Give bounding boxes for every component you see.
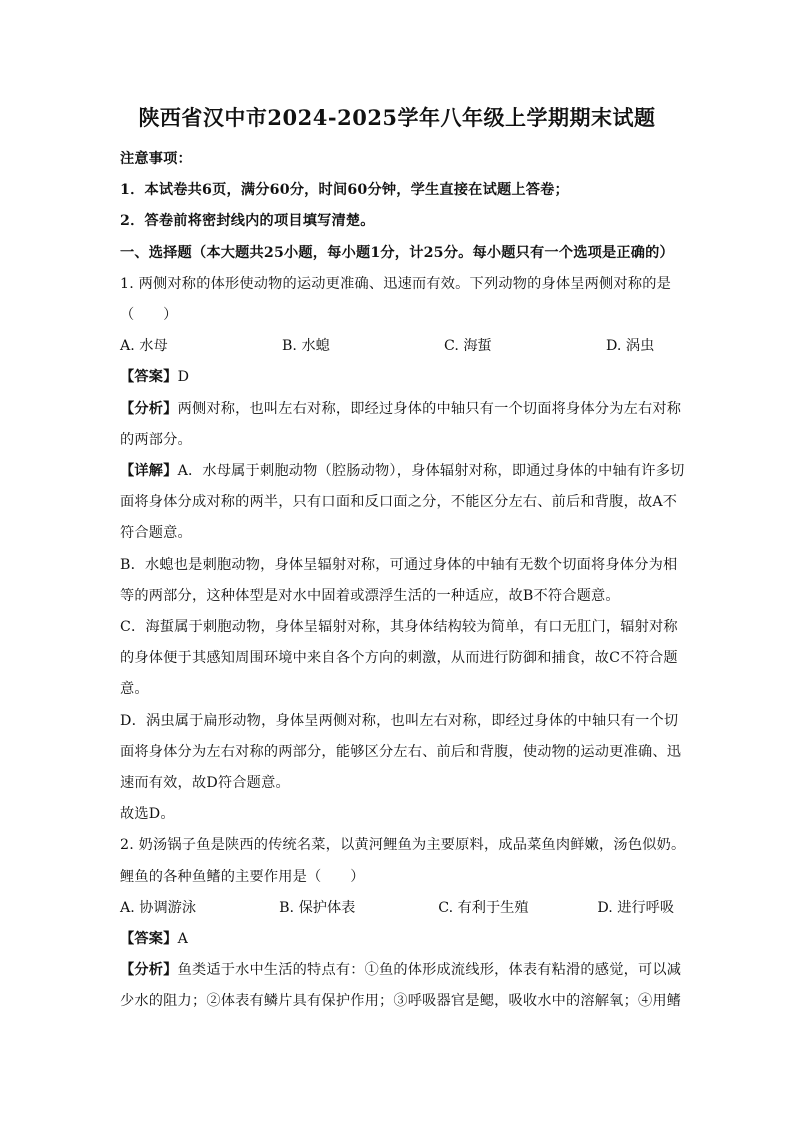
notice-item-1: 1．本试卷共6页，满分60分，时间60分钟，学生直接在试题上答卷； — [120, 182, 569, 199]
q1-detail-c-line-2: 的身体便于其感知周围环境中来自各个方向的刺激，从而进行防御和捕食，故C不符合题 — [120, 650, 678, 667]
q2-option-c: C. 有利于生殖 — [438, 899, 529, 916]
q1-detail-b-line-2: 等的两部分，这种体型是对水中固着或漂浮生活的一种适应，故B不符合题意。 — [120, 587, 620, 604]
q1-detail-d-line-2: 面将身体分为左右对称的两部分，能够区分左右、前后和背腹，使动物的运动更准确、迅 — [120, 743, 682, 760]
q1-stem-line-1: 1. 两侧对称的体形使动物的运动更准确、迅速而有效。下列动物的身体呈两侧对称的是 — [120, 275, 671, 292]
q2-analysis-text-1: 鱼类适于水中生活的特点有：①鱼的体形成流线形，体表有粘滑的感觉，可以减 — [177, 962, 682, 979]
q2-options — [120, 893, 674, 924]
notice-item-2: 2．答卷前将密封线内的项目填写清楚。 — [120, 213, 375, 230]
q2-analysis-line-1 — [120, 955, 682, 986]
q1-answer-label: 【答案】 — [120, 369, 178, 386]
q2-answer-value: A — [177, 931, 189, 948]
q1-detail-a-line-3: 符合题意。 — [120, 525, 192, 542]
q1-analysis-line-2: 的两部分。 — [120, 431, 192, 448]
q1-analysis-label: 【分析】 — [120, 400, 178, 417]
q2-stem-line-2: 鲤鱼的各种鱼鳍的主要作用是（ ） — [120, 868, 365, 885]
q1-option-c: C. 海蜇 — [444, 338, 492, 355]
q1-stem-line-2: （ ） — [120, 307, 178, 324]
q1-detail-label: 【详解】 — [120, 463, 178, 480]
q1-option-b: B. 水螅 — [282, 338, 330, 355]
q1-detail-a-line-2: 面将身体分成对称的两半，只有口面和反口面之分，不能区分左右、前后和背腹，故A不 — [120, 494, 678, 511]
q1-detail-d-line-3: 速而有效，故D符合题意。 — [120, 775, 290, 792]
q1-answer — [120, 362, 674, 393]
q1-detail-c-line-1: C．海蜇属于刺胞动物，身体呈辐射对称，其身体结构较为简单，有口无肛门，辐射对称 — [120, 619, 678, 636]
q2-option-b: B. 保护体表 — [279, 899, 356, 916]
q2-answer-label: 【答案】 — [120, 931, 178, 948]
q1-detail-b-line-1: B．水螅也是刺胞动物，身体呈辐射对称，可通过身体的中轴有无数个切面将身体分为相 — [120, 556, 678, 573]
q1-options — [120, 331, 674, 362]
q2-option-d: D. 进行呼吸 — [597, 899, 675, 916]
q2-option-a: A. 协调游泳 — [120, 899, 197, 916]
q1-option-d: D. 涡虫 — [606, 338, 655, 355]
q1-option-a: A. 水母 — [120, 338, 168, 355]
notice-heading: 注意事项： — [120, 151, 192, 167]
q1-analysis-line-1 — [120, 394, 682, 425]
q1-conclusion: 故选D。 — [120, 806, 175, 823]
q1-detail-d-line-1: D．涡虫属于扁形动物，身体呈两侧对称，也叫左右对称，即经过身体的中轴只有一个切 — [120, 712, 679, 729]
q2-stem-line-1: 2. 奶汤锅子鱼是陕西的传统名菜，以黄河鲤鱼为主要原料，成品菜鱼肉鲜嫩，汤色似奶。 — [120, 837, 686, 854]
q2-analysis-line-2: 少水的阻力；②体表有鳞片具有保护作用；③呼吸器官是鳃，吸收水中的溶解氧；④用鳍 — [120, 993, 682, 1010]
q1-detail-c-line-3: 意。 — [120, 681, 149, 698]
q1-detail-a-line-1 — [120, 456, 685, 487]
document-title: 陕西省汉中市2024-2025学年八年级上学期期末试题 — [138, 105, 656, 130]
q1-detail-a-text-1: A．水母属于刺胞动物（腔肠动物），身体辐射对称，即通过身体的中轴有许多切 — [177, 463, 685, 480]
section-heading: 一、选择题（本大题共25小题，每小题1分，计25分。每小题只有一个选项是正确的） — [120, 244, 674, 261]
q1-analysis-text-1: 两侧对称，也叫左右对称，即经过身体的中轴只有一个切面将身体分为左右对称 — [177, 400, 682, 417]
q2-analysis-label: 【分析】 — [120, 962, 178, 979]
q1-answer-value: D — [177, 369, 190, 386]
q2-answer — [120, 924, 674, 955]
